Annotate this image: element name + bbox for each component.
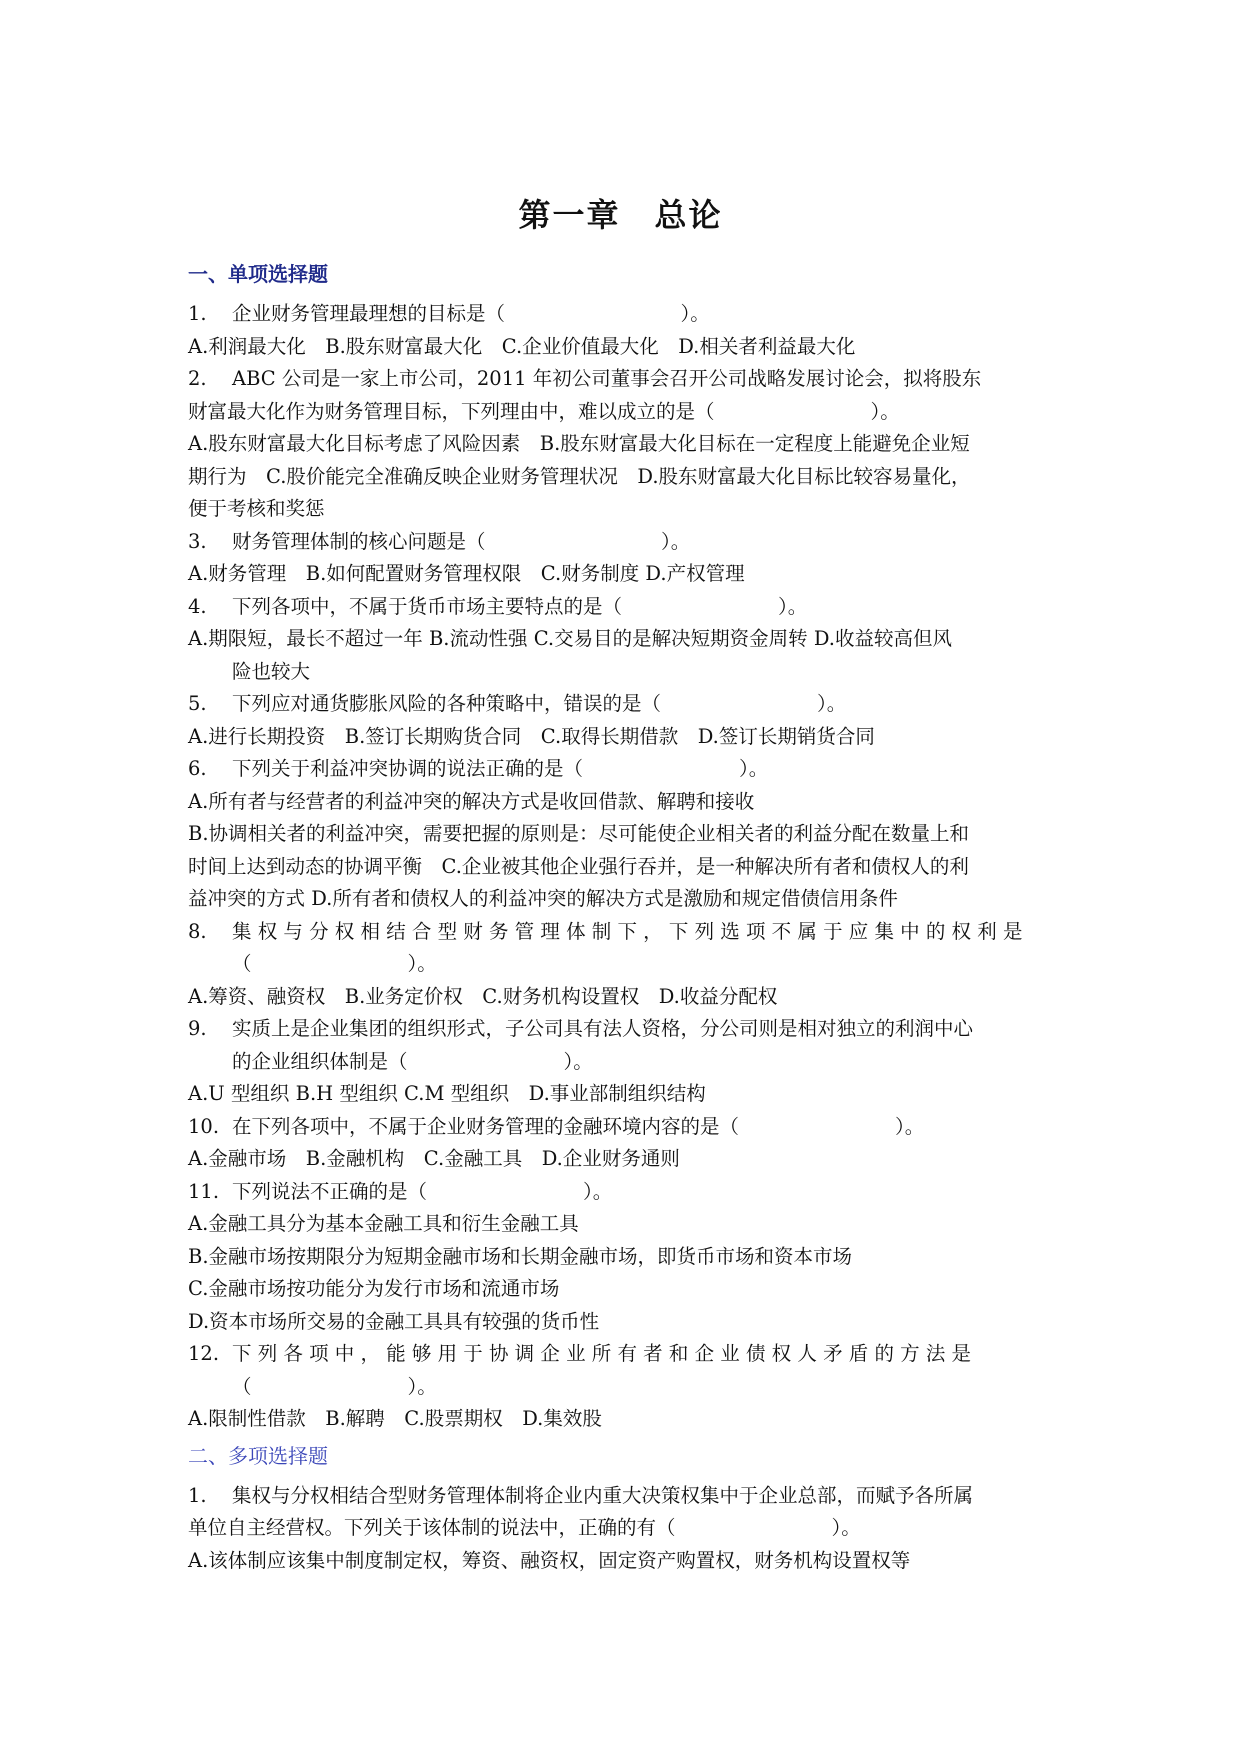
question-number: 9.	[188, 1017, 207, 1040]
text-line	[188, 1208, 1068, 1241]
text-line	[188, 623, 1068, 656]
line-text: 益冲突的方式 D.所有者和债权人的利益冲突的解决方式是激励和规定借债信用条件	[188, 887, 898, 910]
line-text: A.所有者与经营者的利益冲突的解决方式是收回借款、解聘和接收	[188, 789, 755, 813]
question-line	[188, 688, 1068, 721]
text-line	[188, 948, 1068, 981]
line-text: A.限制性借款 B.解聘 C.股票期权 D.集效股	[188, 1407, 602, 1430]
text-line	[188, 331, 1068, 364]
text-line	[188, 786, 1068, 819]
text-line	[188, 461, 1068, 494]
heading-spacer	[188, 290, 1068, 298]
text-line	[188, 1046, 1068, 1079]
question-line	[188, 1176, 1068, 1209]
heading-spacer	[188, 1472, 1068, 1480]
line-text: ABC 公司是一家上市公司，2011 年初公司董事会召开公司战略发展讨论会，拟将股东	[232, 367, 982, 390]
line-text: A.该体制应该集中制度制定权，筹资、融资权，固定资产购置权，财务机构设置权等	[188, 1548, 911, 1572]
text-line	[188, 1078, 1068, 1111]
line-text: B.协调相关者的利益冲突，需要把握的原则是：尽可能使企业相关者的利益分配在数量上和	[188, 822, 970, 845]
question-number: 12.	[188, 1342, 220, 1365]
line-text: 下列关于利益冲突协调的说法正确的是（ ）。	[232, 757, 769, 780]
question-line	[188, 753, 1068, 786]
line-text: A.金融工具分为基本金融工具和衍生金融工具	[188, 1212, 579, 1235]
line-text: A.期限短，最长不超过一年 B.流动性强 C.交易目的是解决短期资金周转 D.收益较高但风	[188, 627, 952, 650]
question-number: 4.	[188, 594, 207, 618]
question-line	[188, 1013, 1068, 1046]
text-line	[188, 1241, 1068, 1274]
line-text: 财务管理体制的核心问题是（ ）。	[232, 529, 691, 553]
question-number: 1.	[188, 1483, 207, 1507]
line-text: 下列说法不正确的是（ ）。	[232, 1179, 613, 1203]
text-line	[188, 851, 1068, 884]
question-line	[188, 591, 1068, 624]
line-text: （ ）。	[232, 1374, 437, 1398]
section-heading: 二、多项选择题	[188, 1443, 328, 1468]
question-number: 6.	[188, 757, 207, 780]
line-text: B.金融市场按期限分为短期金融市场和长期金融市场，即货币市场和资本市场	[188, 1244, 853, 1268]
question-line	[188, 1111, 1068, 1144]
question-line	[188, 1480, 1068, 1513]
question-number: 11.	[188, 1179, 220, 1203]
line-text: 财富最大化作为财务管理目标，下列理由中，难以成立的是（ ）。	[188, 399, 900, 423]
section-heading: 一、单项选择题	[188, 262, 328, 286]
line-text: 下列各项中，不属于货币市场主要特点的是（ ）。	[232, 594, 808, 618]
question-line	[188, 526, 1068, 559]
text-line	[188, 818, 1068, 851]
line-text: 时间上达到动态的协调平衡 C.企业被其他企业强行吞并，是一种解决所有者和债权人的利	[188, 854, 969, 878]
question-number: 5.	[188, 692, 207, 715]
line-text: D.资本市场所交易的金融工具具有较强的货币性	[188, 1309, 600, 1333]
text-line	[188, 1143, 1068, 1176]
line-text: （ ）。	[232, 952, 437, 975]
question-number: 8.	[188, 919, 207, 943]
document-body	[188, 258, 1068, 1577]
line-text: A.股东财富最大化目标考虑了风险因素 B.股东财富最大化目标在一定程度上能避免企业短	[188, 432, 970, 455]
question-line	[188, 363, 1068, 396]
text-line	[188, 493, 1068, 526]
text-line	[188, 1371, 1068, 1404]
question-number: 3.	[188, 529, 207, 553]
text-line	[188, 1512, 1068, 1545]
text-line	[188, 1273, 1068, 1306]
question-number: 2.	[188, 367, 207, 390]
line-text: 下 列 各 项 中 ， 能 够 用 于 协 调 企 业 所 有 者 和 企 业 债 权 人 矛 盾 的 方 法 是	[232, 1342, 972, 1365]
question-line	[188, 298, 1068, 331]
text-line	[188, 1306, 1068, 1339]
question-number: 10.	[188, 1114, 220, 1138]
line-text: A.财务管理 B.如何配置财务管理权限 C.财务制度 D.产权管理	[188, 562, 745, 585]
line-text: 的企业组织体制是（ ）。	[232, 1049, 593, 1073]
text-line	[188, 1403, 1068, 1436]
text-line	[188, 721, 1068, 754]
line-text: 便于考核和奖惩	[188, 497, 325, 520]
line-text: A.金融市场 B.金融机构 C.金融工具 D.企业财务通则	[188, 1147, 680, 1170]
line-text: 下列应对通货膨胀风险的各种策略中，错误的是（ ）。	[232, 692, 847, 715]
text-line	[188, 883, 1068, 916]
line-text: 期行为 C.股价能完全准确反映企业财务管理状况 D.股东财富最大化目标比较容易量化，	[188, 464, 971, 488]
question-line	[188, 1338, 1068, 1371]
line-text: 集权与分权相结合型财务管理体制将企业内重大决策权集中于企业总部，而赋予各所属	[232, 1483, 974, 1507]
text-line	[188, 558, 1068, 591]
line-text: A.筹资、融资权 B.业务定价权 C.财务机构设置权 D.收益分配权	[188, 984, 778, 1008]
text-line	[188, 428, 1068, 461]
text-line	[188, 656, 1068, 689]
line-text: A.利润最大化 B.股东财富最大化 C.企业价值最大化 D.相关者利益最大化	[188, 334, 856, 358]
line-text: 单位自主经营权。下列关于该体制的说法中，正确的有（ ）。	[188, 1516, 861, 1539]
question-line	[188, 916, 1068, 949]
line-text: C.金融市场按功能分为发行市场和流通市场	[188, 1277, 560, 1300]
line-text: 在下列各项中，不属于企业财务管理的金融环境内容的是（ ）。	[232, 1114, 925, 1138]
line-text: 集 权 与 分 权 相 结 合 型 财 务 管 理 体 制 下 ， 下 列 选 项 不 属 于 应 集 中 的 权 利 是	[232, 919, 1023, 943]
text-line	[188, 981, 1068, 1014]
line-text: 险也较大	[232, 659, 311, 683]
chapter-title: 第一章 总论	[518, 196, 723, 234]
text-line	[188, 396, 1068, 429]
line-text: A.U 型组织 B.H 型组织 C.M 型组织 D.事业部制组织结构	[188, 1082, 706, 1105]
line-text: A.进行长期投资 B.签订长期购货合同 C.取得长期借款 D.签订长期销货合同	[188, 724, 875, 748]
line-text: 实质上是企业集团的组织形式，子公司具有法人资格，分公司则是相对独立的利润中心	[232, 1017, 974, 1040]
line-text: 企业财务管理最理想的目标是（ ）。	[232, 302, 710, 325]
question-number: 1.	[188, 302, 207, 325]
text-line	[188, 1545, 1068, 1578]
